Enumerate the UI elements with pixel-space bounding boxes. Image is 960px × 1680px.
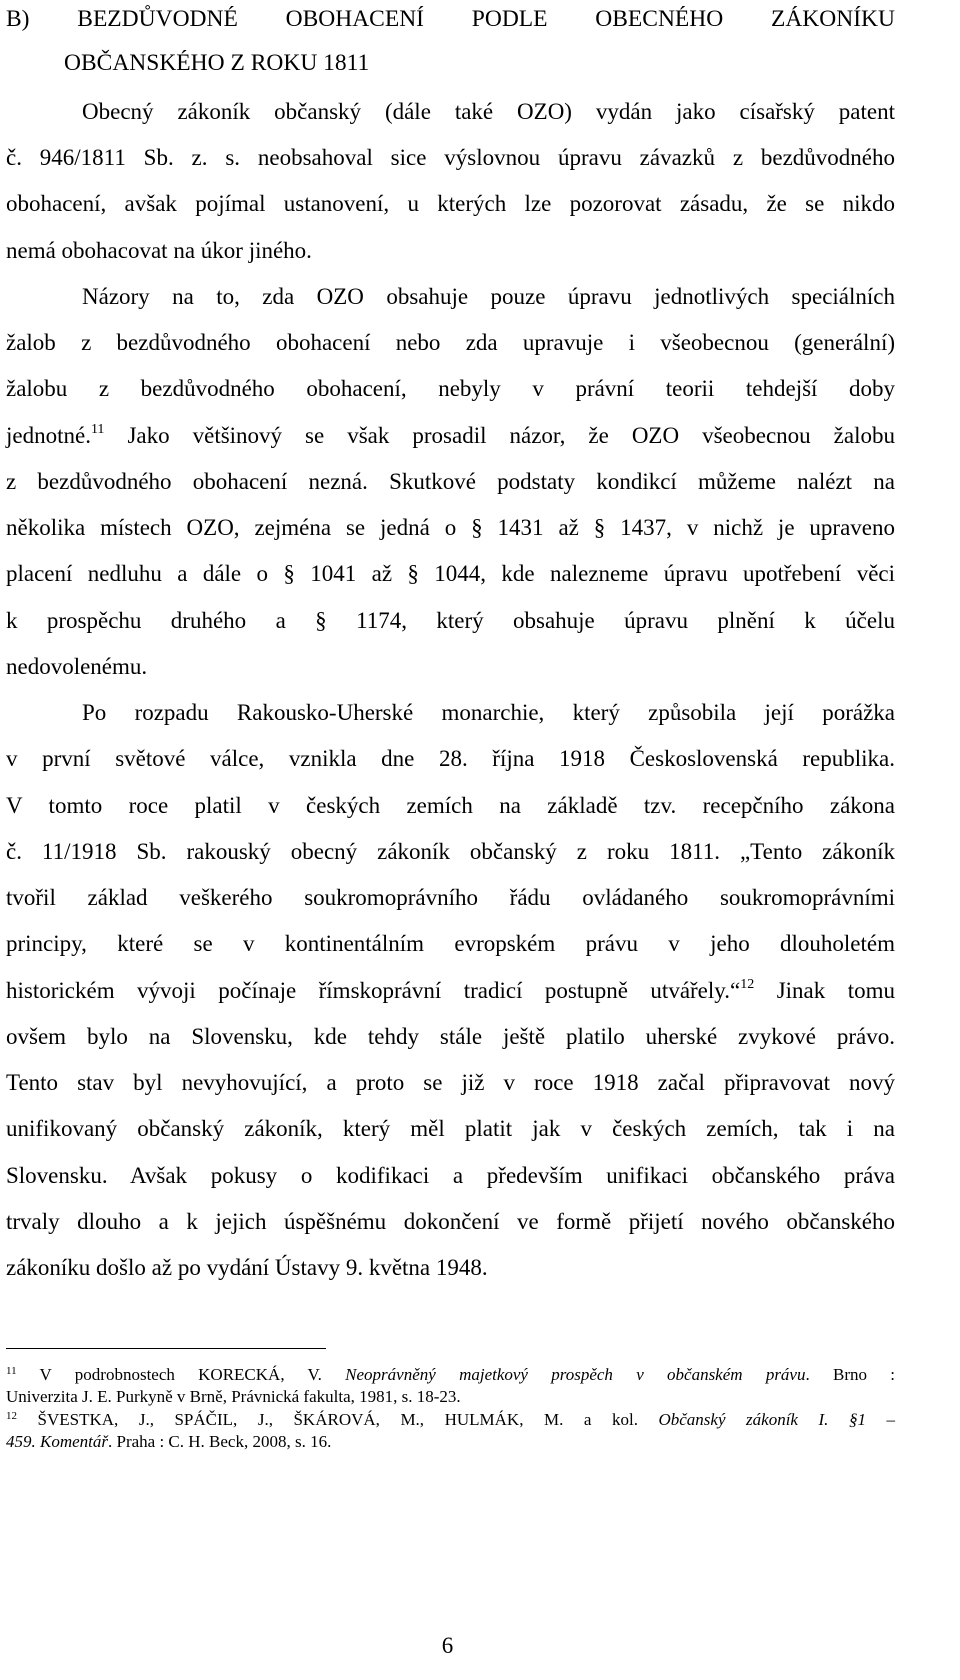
footnote-text: . Praha : C. H. Beck, 2008, s. 16. <box>108 1432 332 1451</box>
footnote-12-line-2 <box>6 1431 895 1453</box>
paragraph-text: Jinak tomu <box>754 978 895 1003</box>
paragraph-line: Slovensku. Avšak pokusy o kodifikaci a především unifikaci občanského práva <box>6 1163 895 1188</box>
paragraph-line: unifikovaný občanský zákoník, který měl platit jak v českých zemích, tak i na <box>6 1116 895 1141</box>
paragraph-line: Obecný zákoník občanský (dále také OZO) vydán jako císařský patent <box>82 99 895 124</box>
paragraph-line: v první světové válce, vznikla dne 28. října 1918 Československá republika. <box>6 746 895 771</box>
paragraph-line: několika místech OZO, zejména se jedná o § 1431 až § 1437, v nichž je upraveno <box>6 515 895 540</box>
footnote-number: 12 <box>6 1410 17 1422</box>
paragraph-line: žalob z bezdůvodného obohacení nebo zda upravuje i všeobecnou (generální) <box>6 330 895 355</box>
paragraph-line: k prospěchu druhého a § 1174, který obsahuje úpravu plnění k účelu <box>6 608 895 633</box>
paragraph-line: principy, které se v kontinentálním evropském právu v jeho dlouholetém <box>6 931 895 956</box>
paragraph-line: V tomto roce platil v českých zemích na základě tzv. recepčního zákona <box>6 793 895 818</box>
section-heading-line-2: OBČANSKÉHO Z ROKU 1811 <box>64 50 370 76</box>
footnote-text: V podrobnostech KORECKÁ, V. <box>16 1365 346 1384</box>
paragraph-line: zákoníku došlo až po vydání Ústavy 9. května 1948. <box>6 1255 488 1280</box>
paragraph-line: nedovolenému. <box>6 654 148 679</box>
paragraph-text: jednotné. <box>6 423 91 448</box>
footnote-ref-11[interactable]: 11 <box>90 422 105 437</box>
footnote-title: Neoprávněný majetkový prospěch v občanském právu <box>345 1365 806 1384</box>
footnote-text: . Brno : <box>805 1365 895 1384</box>
footnote-title: 459. Komentář <box>6 1432 108 1451</box>
footnote-text: ŠVESTKA, J., SPÁČIL, J., ŠKÁROVÁ, M., HULMÁK, M. a kol. <box>17 1410 659 1429</box>
page-number: 6 <box>441 1633 454 1658</box>
footnote-ref-12[interactable]: 12 <box>740 977 755 992</box>
paragraph-line: trvaly dlouho a k jejich úspěšnému dokončení ve formě přijetí nového občanského <box>6 1209 895 1234</box>
paragraph-line: tvořil základ veškerého soukromoprávního řádu ovládaného soukromoprávními <box>6 885 895 910</box>
footnote-title: Občanský zákoník I. §1 – <box>658 1410 895 1429</box>
footnote-separator <box>6 1348 326 1349</box>
paragraph-line: č. 946/1811 Sb. z. s. neobsahoval sice výslovnou úpravu závazků z bezdůvodného <box>6 145 895 170</box>
footnote-11-line-1 <box>6 1364 895 1388</box>
paragraph-line: Po rozpadu Rakousko-Uherské monarchie, který způsobila její porážka <box>82 700 895 725</box>
paragraph-text: Jako většinový se však prosadil názor, že OZO všeobecnou žalobu <box>104 423 895 448</box>
paragraph-line: obohacení, avšak pojímal ustanovení, u kterých lze pozorovat zásadu, že se nikdo <box>6 191 895 216</box>
footnote-11-line-2: Univerzita J. E. Purkyně v Brně, Právnická fakulta, 1981, s. 18-23. <box>6 1387 461 1406</box>
paragraph-line: nemá obohacovat na úkor jiného. <box>6 238 312 263</box>
paragraph-line: Názory na to, zda OZO obsahuje pouze úpravu jednotlivých speciálních <box>82 284 895 309</box>
paragraph-line: ovšem bylo na Slovensku, kde tehdy stále ještě platilo uherské zvykové právo. <box>6 1024 895 1049</box>
paragraph-line: z bezdůvodného obohacení nezná. Skutkové podstaty kondikcí můžeme nalézt na <box>6 469 895 494</box>
paragraph-line: Tento stav byl nevyhovující, a proto se již v roce 1918 začal připravovat nový <box>6 1070 895 1095</box>
footnote-number: 11 <box>6 1365 17 1377</box>
footnote-12-line-1 <box>6 1409 895 1433</box>
paragraph-line: žalobu z bezdůvodného obohacení, nebyly v právní teorii tehdejší doby <box>6 376 895 401</box>
paragraph-line: placení nedluhu a dále o § 1041 až § 1044, kde nalezneme úpravu upotřebení věci <box>6 561 895 586</box>
section-heading-line-1: B) BEZDŮVODNÉ OBOHACENÍ PODLE OBECNÉHO ZÁKONÍKU <box>6 6 895 32</box>
paragraph-line: č. 11/1918 Sb. rakouský obecný zákoník občanský z roku 1811. „Tento zákoník <box>6 839 895 864</box>
paragraph-line-with-footnote-ref <box>6 421 895 455</box>
paragraph-text: historickém vývoji počínaje římskoprávní tradicí postupně utvářely.“ <box>6 978 741 1003</box>
paragraph-line-with-footnote-ref <box>6 976 895 1010</box>
